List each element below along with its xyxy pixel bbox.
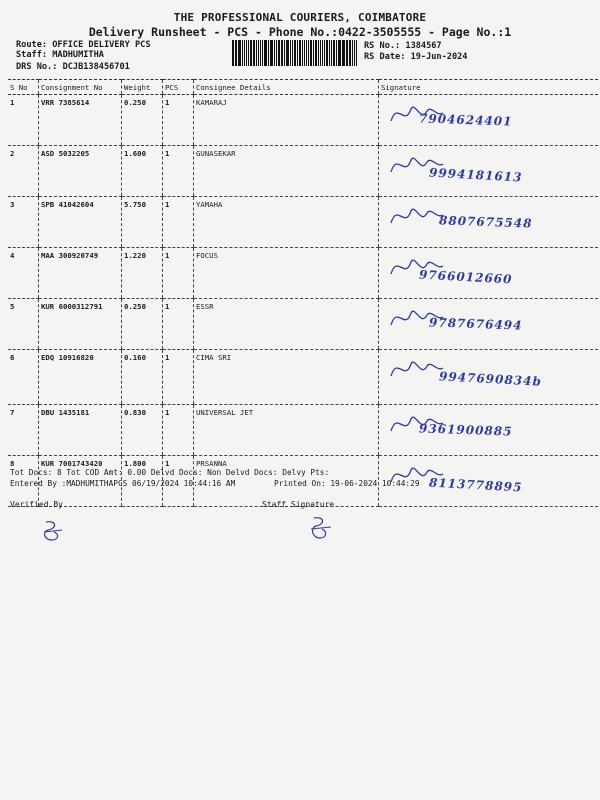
barcode-bar (281, 40, 283, 66)
barcode-bar (250, 40, 252, 66)
column-header: Consignment No (39, 80, 122, 95)
barcode-bar (244, 40, 246, 66)
weight-value: 0.160 (122, 350, 163, 405)
consignment-number: EDQ 10916820 (39, 350, 122, 405)
consignee-details: ESSR (194, 299, 379, 350)
staff-label: Staff: MADHUMITHA (16, 50, 104, 60)
signature-cell (379, 299, 599, 350)
barcode-bar (329, 40, 330, 66)
barcode-bar (294, 40, 296, 66)
table-row (8, 95, 598, 146)
barcode-bar (304, 40, 305, 66)
barcode (232, 40, 358, 66)
table-row (8, 197, 598, 248)
summary-totals: Tot Docs: 8 Tot COD Amt: 0.00 Delvd Docs: Non Delvd Docs: Delvy Pts: (10, 468, 330, 477)
barcode-bar (232, 40, 234, 66)
pieces-count: 1 (163, 350, 194, 405)
barcode-bar (306, 40, 307, 66)
barcode-bar (286, 40, 287, 66)
signature-cell (379, 405, 599, 456)
barcode-bar (324, 40, 325, 66)
pieces-count: 1 (163, 197, 194, 248)
entered-by: Entered By :MADHUMITHAPCS 06/19/2024 10:44:16 AM (10, 479, 236, 488)
consignee-details: FOCUS (194, 248, 379, 299)
weight-value: 0.250 (122, 299, 163, 350)
verifier-signature-icon (38, 518, 68, 546)
consignee-details: PRSANNA (194, 456, 379, 507)
pieces-count: 1 (163, 405, 194, 456)
barcode-bar (349, 40, 351, 66)
barcode-bar (278, 40, 280, 66)
weight-value: 0.830 (122, 405, 163, 456)
column-header: Signature (379, 80, 599, 95)
barcode-bar (238, 40, 240, 66)
consignee-details: KAMARAJ (194, 95, 379, 146)
barcode-bar (284, 40, 285, 66)
consignee-details: YAMAHA (194, 197, 379, 248)
company-title: THE PROFESSIONAL COURIERS, COIMBATORE (173, 11, 427, 24)
route-label: Route: OFFICE DELIVERY PCS (16, 40, 151, 50)
barcode-bar (271, 40, 273, 66)
signature-cell (379, 146, 599, 197)
barcode-bar (333, 40, 335, 66)
pieces-count: 1 (163, 95, 194, 146)
barcode-bar (242, 40, 243, 66)
serial-number: 5 (8, 299, 39, 350)
column-header: S No (8, 80, 39, 95)
barcode-bar (268, 40, 269, 66)
barcode-bar (256, 40, 257, 66)
handwritten-phone: 8113778895 (428, 475, 523, 495)
serial-number: 8 (8, 456, 39, 507)
barcode-bar (352, 40, 353, 66)
barcode-bar (258, 40, 259, 66)
column-header: PCS (163, 80, 194, 95)
serial-number: 7 (8, 405, 39, 456)
printed-on: Printed On: 19-06-2024 10:44:29 (274, 479, 420, 488)
serial-number: 6 (8, 350, 39, 405)
barcode-bar (320, 40, 321, 66)
barcode-bar (336, 40, 337, 66)
consignment-number: ASD 5032205 (39, 146, 122, 197)
barcode-bar (354, 40, 355, 66)
handwritten-phone: 9361900885 (418, 421, 513, 439)
staff-signature-label: Staff Signature (262, 500, 335, 509)
consignee-details: UNIVERSAL JET (194, 405, 379, 456)
barcode-bar (253, 40, 255, 66)
handwritten-phone: 8807675548 (438, 213, 533, 231)
verified-by-label: Verified By (10, 500, 63, 509)
handwritten-phone: 7904624401 (418, 111, 513, 129)
weight-value: 1.220 (122, 248, 163, 299)
runsheet-subtitle: Delivery Runsheet - PCS - Phone No.:0422-3505555 - Page No.:1 (88, 25, 512, 39)
barcode-bar (322, 40, 324, 66)
handwritten-phone: 9994181613 (428, 165, 523, 185)
barcode-bar (313, 40, 314, 66)
pieces-count: 1 (163, 299, 194, 350)
table-row (8, 299, 598, 350)
barcode-bar (292, 40, 293, 66)
consignment-number: KUR 7001743420 (39, 456, 122, 507)
consignee-details: CIMA SRI (194, 350, 379, 405)
barcode-bar (276, 40, 277, 66)
table-row (8, 350, 598, 405)
barcode-bar (342, 40, 344, 66)
barcode-bar (315, 40, 317, 66)
consignment-number: DBU 1435181 (39, 405, 122, 456)
weight-value: 1.600 (122, 146, 163, 197)
barcode-bar (310, 40, 312, 66)
signature-cell (379, 350, 599, 405)
barcode-bar (308, 40, 309, 66)
weight-value: 0.250 (122, 95, 163, 146)
barcode-bar (236, 40, 237, 66)
barcode-bar (347, 40, 348, 66)
column-header: Weight (122, 80, 163, 95)
handwritten-phone: 9766012660 (418, 267, 513, 287)
table-row (8, 248, 598, 299)
barcode-bar (338, 40, 339, 66)
pieces-count: 1 (163, 248, 194, 299)
barcode-bar (235, 40, 236, 66)
table-header-row (8, 80, 598, 95)
runsheet-table (8, 79, 598, 507)
barcode-bar (287, 40, 289, 66)
barcode-bar (290, 40, 291, 66)
barcode-bar (274, 40, 275, 66)
consignment-number: VRR 7385614 (39, 95, 122, 146)
pieces-count: 1 (163, 146, 194, 197)
consignment-number: SPB 41042604 (39, 197, 122, 248)
barcode-bar (260, 40, 262, 66)
signature-cell (379, 248, 599, 299)
signature-cell (379, 197, 599, 248)
barcode-bar (331, 40, 332, 66)
weight-value: 5.750 (122, 197, 163, 248)
barcode-bar (346, 40, 347, 66)
rs-number: RS No.: 1384567 (364, 41, 442, 51)
serial-number: 1 (8, 95, 39, 146)
barcode-bar (326, 40, 328, 66)
handwritten-phone: 9787676494 (428, 315, 523, 333)
consignment-number: MAA 300920749 (39, 248, 122, 299)
barcode-bar (262, 40, 263, 66)
staff-signature-icon (306, 514, 336, 544)
barcode-bar (248, 40, 249, 66)
barcode-bar (302, 40, 304, 66)
pieces-count: 1 (163, 456, 194, 507)
serial-number: 3 (8, 197, 39, 248)
barcode-bar (339, 40, 341, 66)
handwritten-phone: 9947690834b (438, 369, 543, 389)
barcode-bar (246, 40, 247, 66)
consignee-details: GUNASEKAR (194, 146, 379, 197)
rs-date: RS Date: 19-Jun-2024 (364, 52, 468, 62)
consignment-number: KUR 6000312791 (39, 299, 122, 350)
signature-cell (379, 95, 599, 146)
table-row (8, 405, 598, 456)
column-header: Consignee Details (194, 80, 379, 95)
barcode-bar (297, 40, 298, 66)
barcode-bar (318, 40, 319, 66)
barcode-bar (299, 40, 301, 66)
barcode-bar (270, 40, 271, 66)
weight-value: 1.800 (122, 456, 163, 507)
barcode-bar (264, 40, 266, 66)
serial-number: 2 (8, 146, 39, 197)
serial-number: 4 (8, 248, 39, 299)
drs-number: DRS No.: DCJB138456701 (16, 62, 130, 72)
barcode-bar (356, 40, 358, 66)
table-row (8, 146, 598, 197)
